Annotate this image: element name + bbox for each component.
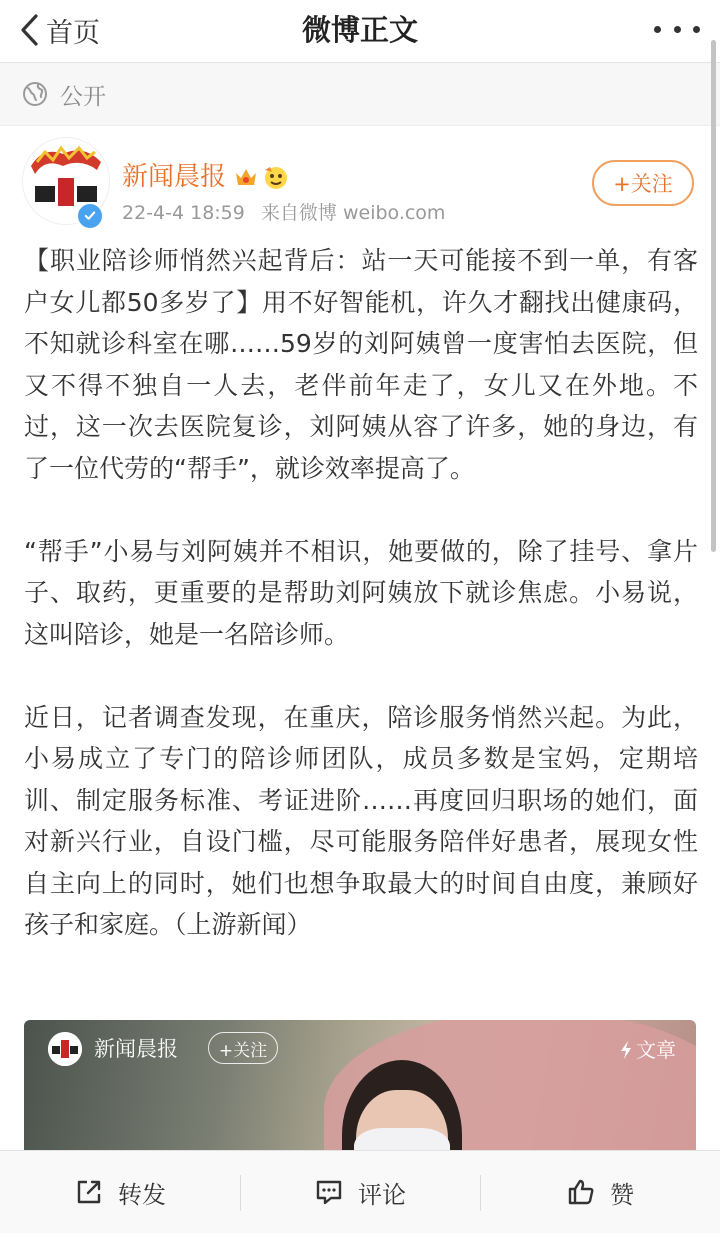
scrollbar[interactable] bbox=[711, 40, 716, 552]
top-nav-bar bbox=[0, 0, 720, 63]
follow-button[interactable]: +关注 bbox=[592, 160, 694, 206]
share-icon bbox=[74, 1177, 104, 1207]
card-account-name: 新闻晨报 bbox=[94, 1037, 178, 1061]
back-label: 首页 bbox=[46, 17, 100, 49]
post-paragraph: 近日，记者调查发现，在重庆，陪诊服务悄然兴起。为此，小易成立了专门的陪诊师团队，成员多数是宝妈，定期培训、制定服务标准、考证进阶……再度回归职场的她们，面对新兴行业，自设门槛，尽可能服务陪伴好患者，展现女性自主向上的同时，她们也想争取最大的时间自由度，兼顾好孩子和家庭。（上游新闻） bbox=[24, 702, 698, 939]
card-logo bbox=[48, 1032, 82, 1066]
post-paragraph: “帮手”小易与刘阿姨并不相识，她要做的，除了挂号、拿片子、取药，更重要的是帮助刘阿姨放下就诊焦虑。小易说，这叫陪诊，她是一名陪诊师。 bbox=[24, 536, 698, 649]
crown-badge-icon bbox=[232, 163, 260, 191]
card-follow-button[interactable]: +关注 bbox=[208, 1032, 278, 1064]
repost-button[interactable] bbox=[0, 1151, 240, 1233]
post-meta bbox=[122, 200, 455, 226]
post-body bbox=[24, 240, 698, 987]
page-title: 微博正文 bbox=[301, 13, 418, 47]
visibility-row bbox=[0, 63, 720, 126]
more-dot-icon bbox=[654, 26, 661, 33]
thumbs-up-icon bbox=[566, 1177, 596, 1207]
post-timestamp: 22-4-4 18:59 bbox=[122, 202, 245, 224]
post-paragraph: 【职业陪诊师悄然兴起背后：站一天可能接不到一单，有客户女儿都50多岁了】用不好智能机，许久才翻找出健康码，不知就诊科室在哪……59岁的刘阿姨曾一度害怕去医院，但又不得不独自一人去，老伴前年走了，女儿又在外地。不过，这一次去医院复诊，刘阿姨从容了许多，她的身边，有了一位代劳的“帮手”，就诊效率提高了。 bbox=[24, 246, 698, 483]
verified-badge-icon bbox=[76, 202, 104, 230]
more-menu-button[interactable] bbox=[654, 14, 700, 44]
article-tag-label: 文章 bbox=[636, 1038, 676, 1062]
more-dot-icon bbox=[693, 26, 700, 33]
visibility-label: 公开 bbox=[60, 83, 106, 110]
lightning-icon bbox=[619, 1040, 633, 1060]
news-logo-icon bbox=[48, 1032, 82, 1066]
globe-icon bbox=[22, 81, 48, 107]
author-name[interactable]: 新闻晨报 bbox=[122, 162, 227, 192]
post-source[interactable]: 来自微博 weibo.com bbox=[260, 202, 446, 224]
like-button[interactable] bbox=[480, 1151, 720, 1233]
comment-label: 评论 bbox=[358, 1180, 406, 1209]
article-card[interactable] bbox=[24, 1020, 696, 1160]
vip-badge-icon bbox=[262, 163, 290, 191]
article-tag bbox=[619, 1036, 676, 1064]
more-dot-icon bbox=[674, 26, 681, 33]
repost-label: 转发 bbox=[118, 1180, 166, 1209]
comment-icon bbox=[314, 1177, 344, 1207]
comment-button[interactable] bbox=[240, 1151, 480, 1233]
like-label: 赞 bbox=[610, 1180, 634, 1209]
bottom-action-bar bbox=[0, 1150, 720, 1233]
